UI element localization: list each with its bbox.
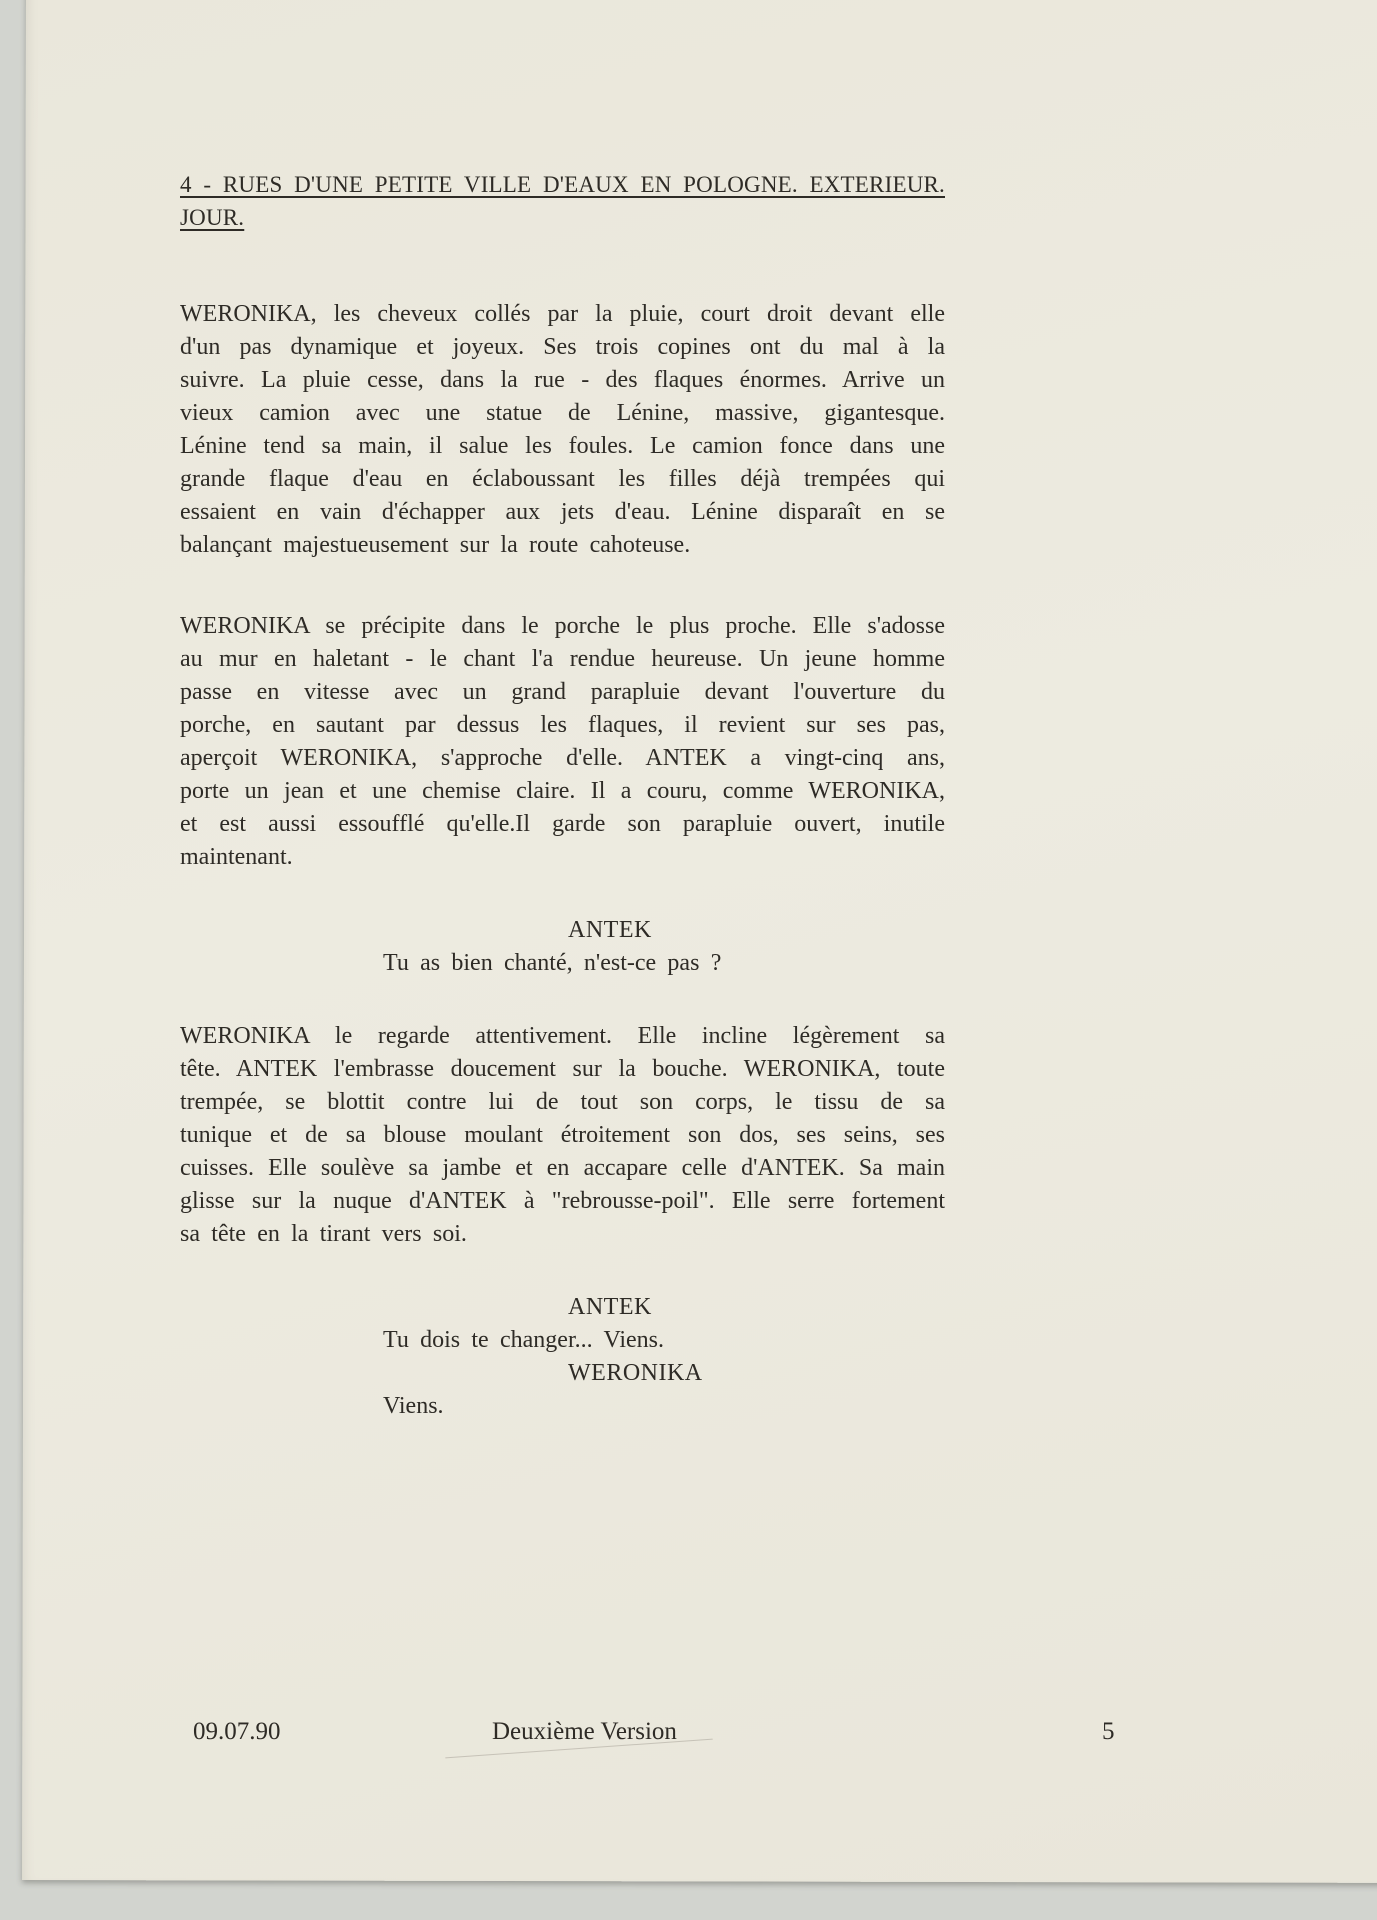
action-paragraph	[180, 1020, 945, 1251]
action-line: grande flaque d'eau en éclaboussant les filles déjà trempées qui	[180, 466, 945, 492]
action-line: cuisses. Elle soulève sa jambe et en accapare celle d'ANTEK. Sa main	[180, 1155, 945, 1181]
action-paragraph	[180, 610, 945, 874]
footer-date: 09.07.90	[193, 1718, 281, 1745]
action-line: Lénine tend sa main, il salue les foules. Le camion fonce dans une	[180, 433, 945, 459]
character-name: WERONIKA	[568, 1360, 703, 1386]
action-line: maintenant.	[180, 844, 293, 870]
footer-page-number: 5	[1102, 1718, 1115, 1745]
action-line: suivre. La pluie cesse, dans la rue - des flaques énormes. Arrive un	[180, 367, 945, 393]
footer-version-label: Deuxième Version	[492, 1718, 677, 1745]
action-line: porche, en sautant par dessus les flaques, il revient sur ses pas,	[180, 712, 945, 738]
heading-line: 4 - RUES D'UNE PETITE VILLE D'EAUX EN POLOGNE. EXTERIEUR.	[180, 172, 945, 197]
action-line: tête. ANTEK l'embrasse doucement sur la bouche. WERONIKA, toute	[180, 1056, 945, 1082]
character-name: ANTEK	[568, 1294, 652, 1320]
action-line: WERONIKA le regarde attentivement. Elle incline légèrement sa	[180, 1023, 945, 1049]
page-footer	[0, 1718, 1377, 1758]
action-line: WERONIKA, les cheveux collés par la pluie, court droit devant elle	[180, 301, 945, 327]
dialogue-line: Viens.	[383, 1393, 444, 1419]
dialogue-line: Tu as bien chanté, n'est-ce pas ?	[383, 950, 722, 976]
action-line: sa tête en la tirant vers soi.	[180, 1221, 467, 1247]
action-line: d'un pas dynamique et joyeux. Ses trois copines ont du mal à la	[180, 334, 945, 360]
action-line: vieux camion avec une statue de Lénine, massive, gigantesque.	[180, 400, 945, 426]
action-line: glisse sur la nuque d'ANTEK à "rebrousse-poil". Elle serre fortement	[180, 1188, 945, 1214]
dialogue-block	[180, 914, 945, 980]
action-line: et est aussi essoufflé qu'elle.Il garde son parapluie ouvert, inutile	[180, 811, 945, 837]
scene-heading	[180, 168, 945, 234]
action-line: porte un jean et une chemise claire. Il a couru, comme WERONIKA,	[180, 778, 945, 804]
script-body	[180, 168, 945, 1463]
heading-line: JOUR.	[180, 205, 245, 230]
action-line: au mur en haletant - le chant l'a rendue heureuse. Un jeune homme	[180, 646, 945, 672]
dialogue-line: Tu dois te changer... Viens.	[383, 1327, 665, 1353]
action-line: aperçoit WERONIKA, s'approche d'elle. ANTEK a vingt-cinq ans,	[180, 745, 945, 771]
character-name: ANTEK	[568, 917, 652, 943]
action-line: tunique et de sa blouse moulant étroitement son dos, ses seins, ses	[180, 1122, 945, 1148]
action-line: trempée, se blottit contre lui de tout son corps, le tissu de sa	[180, 1089, 945, 1115]
action-line: balançant majestueusement sur la route cahoteuse.	[180, 532, 691, 558]
action-paragraph	[180, 298, 945, 562]
action-line: essaient en vain d'échapper aux jets d'eau. Lénine disparaît en se	[180, 499, 945, 525]
dialogue-block	[180, 1291, 945, 1423]
action-line: passe en vitesse avec un grand parapluie devant l'ouverture du	[180, 679, 945, 705]
action-line: WERONIKA se précipite dans le porche le plus proche. Elle s'adosse	[180, 613, 945, 639]
